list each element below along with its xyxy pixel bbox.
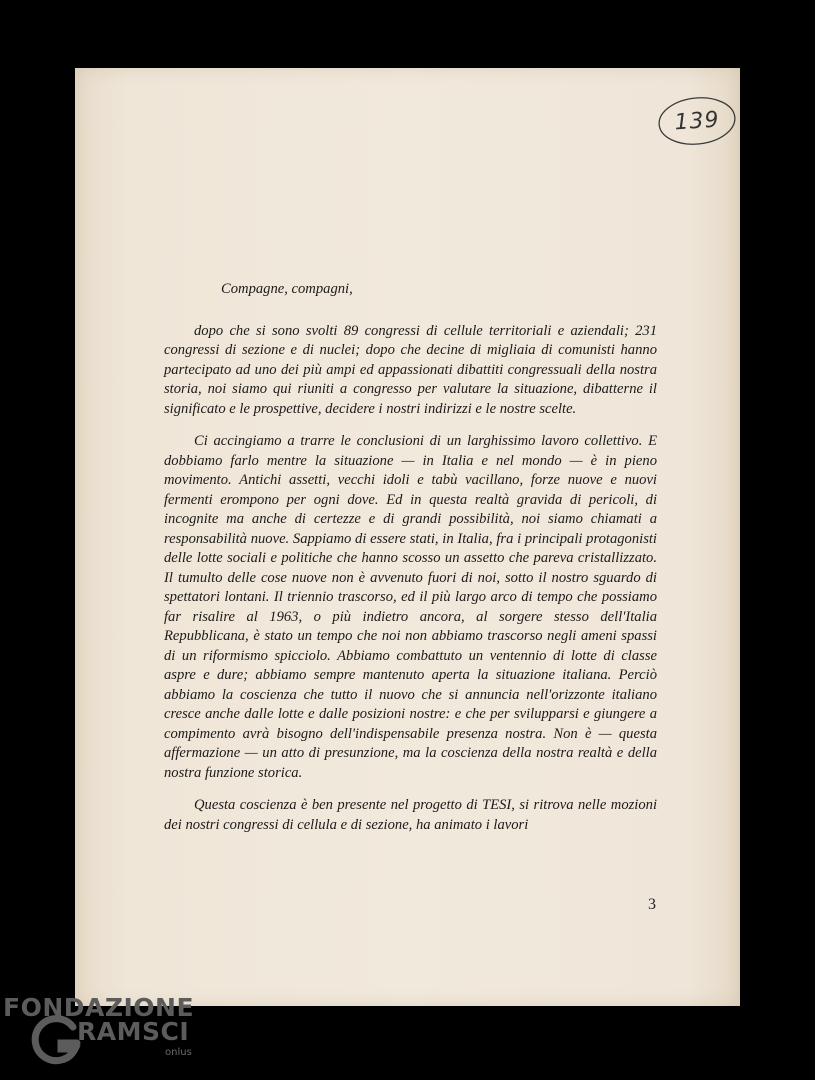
paragraph: dopo che si sono svolti 89 congressi di cellule territoriali e aziendali; 231 congressi di sezione e di nuclei; dopo che decine di migliaia di comunisti hanno partecipato ad uno dei più ampi ed appassionati dibattiti congressuali della nostra storia, noi siamo qui riuniti a congresso per valutare la situazione, dibatterne il significato e le prospettive, decidere i nostri indirizzi e le nostre scelte. [164,322,657,417]
fondazione-gramsci-logo [3,993,203,1073]
archive-stamp [656,94,738,148]
document-page [75,68,740,1006]
page-number: 3 [648,896,656,913]
logo-line-1: FONDAZIONE [3,993,195,1022]
logo-subtitle: onlus [165,1047,192,1058]
paragraph: Questa coscienza è ben presente nel progetto di TESI, si ritrova nelle mozioni dei nostri congressi di cellula e di sezione, ha animato i lavori [164,797,657,833]
letter-body [164,280,657,848]
salutation: Compagne, compagni, [221,281,353,297]
paragraph: Ci accingiamo a trarre le conclusioni di un larghissimo lavoro collettivo. E dobbiamo farlo mentre la situazione — in Italia e nel mondo — è in pieno movimento. Antichi assetti, vecchi idoli e tabù vacillano, forze nuove e nuovi fermenti erompono per ogni dove. Ed in questa realtà gravida di pericoli, di incognite ma anche di certezze e di grandi possibilità, noi siamo chiamati a responsabilità nuove. Sappiamo di essere stati, in Italia, fra i principali protagonisti delle lotte sociali e politiche che hanno scosso un assetto che pareva cristallizzato. Il tumulto delle cose nuove non è avvenuto fuori di noi, sotto il nostro sguardo di spettatori lontani. Il triennio trascorso, ed il più largo arco di tempo che possiamo far risalire al 1963, o più indietro ancora, al sorgere stesso dell'Italia Repubblicana, è stato un tempo che noi non abbiamo trascorso negli ameni spassi di un riformismo spicciolo. Abbiamo combattuto un ventennio di lotte di classe aspre e dure; abbiamo sempre mantenuto aperta la situazione italiana. Perciò abbiamo la coscienza che tutto il nuovo che si annuncia nell'orizzonte italiano cresce anche dalle lotte e dalle posizioni nostre: e che per svilupparsi e giungere a compimento avrà bisogno dell'indispensabile presenza nostra. Non è — questa affermazione — un atto di presunzione, ma la coscienza della nostra realtà e della nostra funzione storica. [164,433,657,781]
stamp-number: 139 [673,106,721,136]
logo-g-icon [31,1015,81,1067]
logo-line-2: RAMSCI [77,1017,190,1046]
